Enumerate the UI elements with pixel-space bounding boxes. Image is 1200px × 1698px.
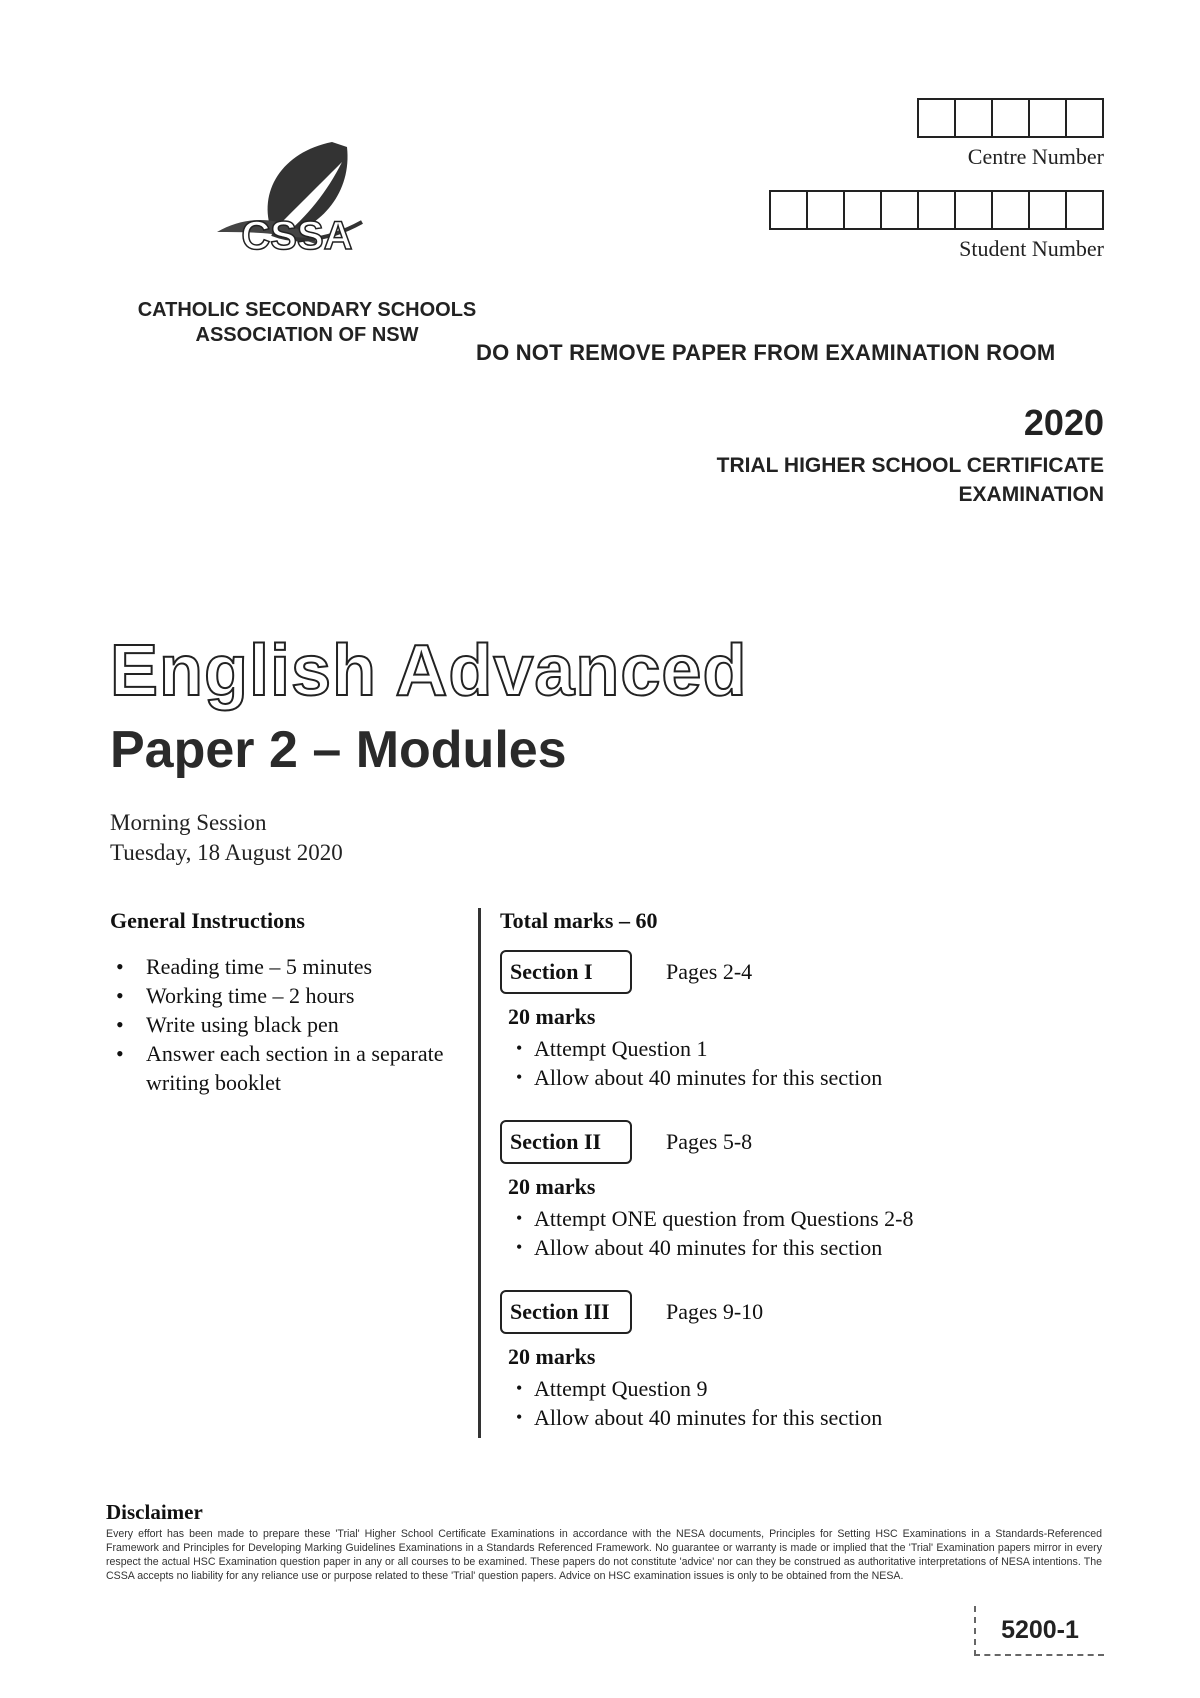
digit-box[interactable]: [1065, 190, 1104, 230]
marks-column: [500, 908, 1060, 1460]
digit-box[interactable]: [1065, 98, 1104, 138]
org-line-2: ASSOCIATION OF NSW: [195, 324, 419, 346]
subject-title: English Advanced: [110, 631, 748, 711]
exam-title: [584, 451, 1104, 509]
section-name-box: Section II: [500, 1120, 632, 1164]
paper-code: 5200-1: [974, 1606, 1104, 1656]
section-pages: Pages 2-4: [666, 959, 753, 984]
digit-box[interactable]: [843, 190, 882, 230]
section-marks: 20 marks: [508, 1344, 596, 1369]
section-instructions: [516, 1204, 1060, 1262]
section-pages: Pages 5-8: [666, 1129, 753, 1154]
centre-number-label: Centre Number: [967, 144, 1104, 169]
org-line-1: CATHOLIC SECONDARY SCHOOLS: [137, 299, 477, 321]
org-name: [112, 298, 502, 348]
section-instruction-item: • Attempt Question 9: [516, 1374, 1060, 1403]
column-divider: [478, 908, 481, 1438]
digit-box[interactable]: [954, 98, 993, 138]
student-number-block: [771, 190, 1104, 262]
digit-box[interactable]: [917, 98, 956, 138]
instruction-list: [110, 952, 490, 1097]
cssa-logo: [212, 132, 382, 282]
section-instruction-item: • Attempt ONE question from Questions 2-8: [516, 1204, 1060, 1233]
centre-number-block: [919, 98, 1104, 170]
digit-box[interactable]: [991, 98, 1030, 138]
section-header: [500, 1290, 1060, 1334]
section-name-box: Section III: [500, 1290, 632, 1334]
exam-year: 2020: [1023, 402, 1104, 443]
section-name-box: Section I: [500, 950, 632, 994]
section-instruction-item: • Allow about 40 minutes for this section: [516, 1063, 1060, 1092]
instruction-item: • Write using black pen: [110, 1010, 490, 1039]
disclaimer: [106, 1500, 1102, 1583]
section-instruction-item: • Attempt Question 1: [516, 1034, 1060, 1063]
session-date: Tuesday, 18 August 2020: [110, 840, 343, 865]
digit-box[interactable]: [806, 190, 845, 230]
instruction-item: • Answer each section in a separate writing booklet: [110, 1039, 490, 1097]
total-marks: Total marks – 60: [500, 908, 658, 933]
session-info: [110, 808, 343, 868]
exam-title-line-1: TRIAL HIGHER SCHOOL CERTIFICATE: [716, 454, 1104, 477]
section-instructions: [516, 1034, 1060, 1092]
digit-box[interactable]: [991, 190, 1030, 230]
instruction-item: • Working time – 2 hours: [110, 981, 490, 1010]
session-name: Morning Session: [110, 810, 267, 835]
section-1: [500, 950, 1060, 1092]
instruction-item: • Reading time – 5 minutes: [110, 952, 490, 981]
section-2: [500, 1120, 1060, 1262]
paper-title: Paper 2 – Modules: [110, 721, 567, 779]
disclaimer-heading: Disclaimer: [106, 1500, 203, 1524]
student-number-boxes[interactable]: [771, 190, 1104, 230]
centre-number-boxes[interactable]: [919, 98, 1104, 138]
do-not-remove-warning: DO NOT REMOVE PAPER FROM EXAMINATION ROOM: [476, 340, 1056, 365]
digit-box[interactable]: [1028, 98, 1067, 138]
section-header: [500, 1120, 1060, 1164]
general-instructions: [110, 908, 490, 1097]
section-3: [500, 1290, 1060, 1432]
digit-box[interactable]: [1028, 190, 1067, 230]
digit-box[interactable]: [769, 190, 808, 230]
section-instructions: [516, 1374, 1060, 1432]
student-number-label: Student Number: [959, 236, 1104, 261]
section-marks: 20 marks: [508, 1174, 596, 1199]
section-instruction-item: • Allow about 40 minutes for this section: [516, 1403, 1060, 1432]
digit-box[interactable]: [880, 190, 919, 230]
section-header: [500, 950, 1060, 994]
section-marks: 20 marks: [508, 1004, 596, 1029]
exam-title-line-2: EXAMINATION: [958, 483, 1104, 506]
general-instructions-heading: General Instructions: [110, 908, 305, 933]
digit-box[interactable]: [917, 190, 956, 230]
section-instruction-item: • Allow about 40 minutes for this section: [516, 1233, 1060, 1262]
section-pages: Pages 9-10: [666, 1299, 764, 1324]
digit-box[interactable]: [954, 190, 993, 230]
logo-acronym: CSSA: [241, 214, 353, 258]
disclaimer-text: Every effort has been made to prepare these 'Trial' Higher School Certificate Examinations in accordance with the NESA documents, Principles for Setting HSC Examinations in a Standards-Referenced Framework and Principles for Developing Marking Guidelines Examinations in a Standards Referenced Framework. No guarantee or warranty is made or implied that the 'Trial' Examination papers mirror in every respect the actual HSC Examination question paper in any or all courses to be examined. These papers do not constitute 'advice' nor can they be construed as authoritative interpretations of NESA intentions. The CSSA accepts no liability for any reliance use or purpose related to these 'Trial' question papers. Advice on HSC examination issues is only to be obtained from the NESA.: [106, 1528, 1102, 1582]
